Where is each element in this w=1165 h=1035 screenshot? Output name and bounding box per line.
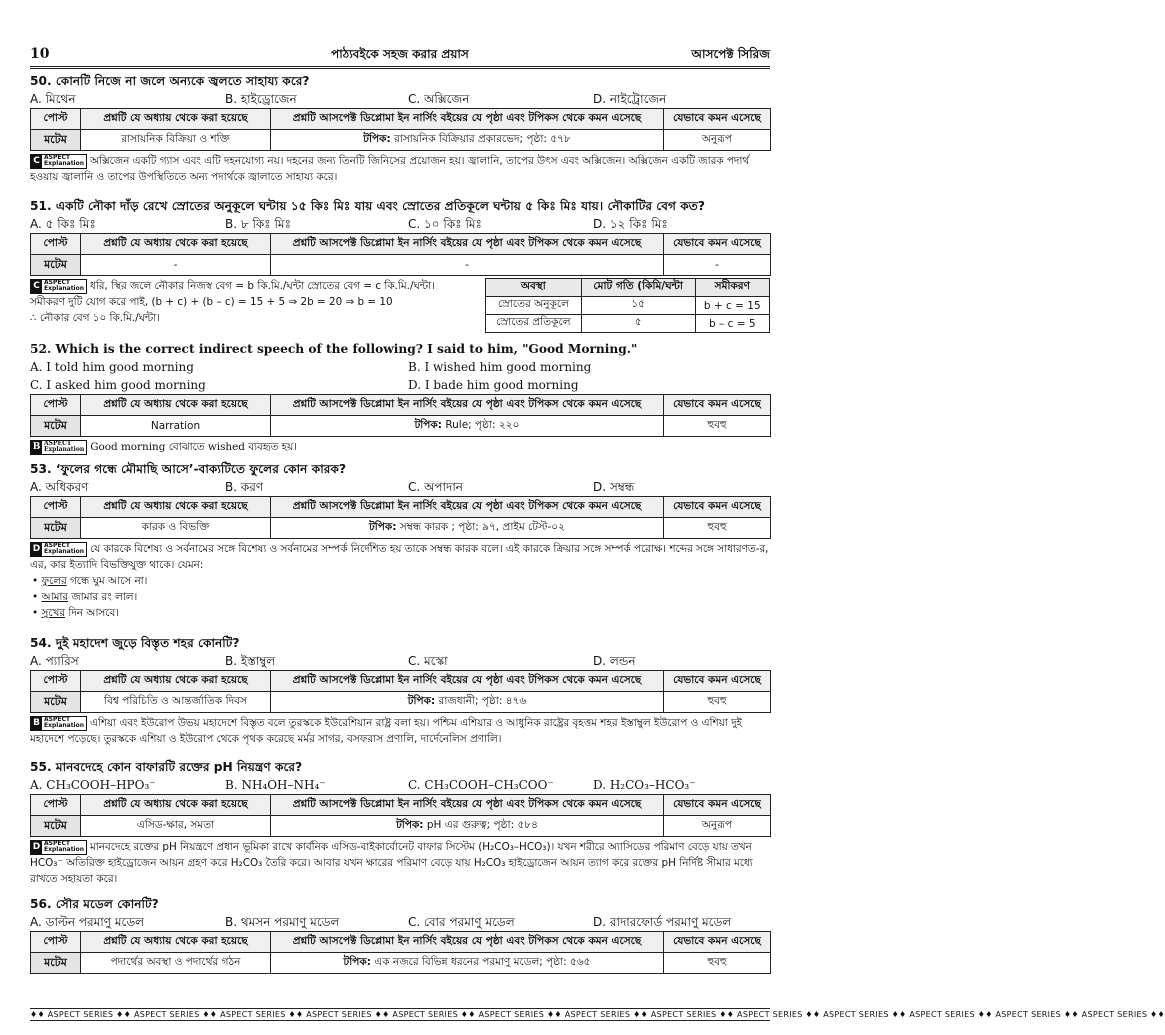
aspect-explanation-badge: C ASPECT Explanation — [30, 154, 87, 169]
option-c: C. বোর পরমাণু মডেল — [408, 915, 515, 929]
row-label: মটেম — [31, 953, 81, 974]
topic-cell: - — [271, 255, 664, 276]
chapter-cell: কারক ও বিভক্তি — [81, 518, 271, 539]
header-how: যেভাবে কমন এসেছে — [664, 497, 771, 518]
topic-cell: টপিক: সম্বন্ধ কারক ; পৃষ্ঠা: ৯৭, প্রাইম টেস্ট-০২ — [271, 518, 664, 539]
option-a: A. প্যারিস — [30, 654, 79, 668]
options — [30, 913, 770, 931]
question-number: 56. — [30, 897, 52, 911]
option-d: D. রাদারফোর্ড পরমাণু মডেল — [593, 915, 732, 929]
row-label: মটেম — [31, 416, 81, 437]
page-number: 10 — [30, 46, 50, 62]
topic-cell: টপিক: pH এর গুরুত্ব; পৃষ্ঠা: ৫৮৪ — [271, 816, 664, 837]
header-how: যেভাবে কমন এসেছে — [664, 109, 771, 130]
explanation: B ASPECT Explanation Good morning বোঝাতে wished ব্যবহৃত হয়। — [30, 439, 770, 455]
chapter-cell: পদার্থের অবস্থা ও পদার্থের গঠন — [81, 953, 271, 974]
explanation: C ASPECT Explanation ধরি, স্থির জলে নৌকার নিজস্ব বেগ = b কি.মি./ঘন্টা স্রোতের বেগ = c কি.মি./ঘন্টা। সমীকরণ দুটি যোগ করে পাই, (b + c) + (b – c) = 15 + 5 ⇒ 2b = 20 ⇒ b = 10 ∴ নৌকার বেগ ১০ কি.মি./ঘন্টা। — [30, 278, 435, 324]
question-number: 55. — [30, 760, 52, 774]
header-chapter: প্রশ্নটি যে অধ্যায় থেকে করা হয়েছে — [81, 234, 271, 255]
source-table — [30, 670, 771, 713]
header-post: পোস্ট — [31, 109, 81, 130]
option-a: A. ডাল্টন পরমাণু মডেল — [30, 915, 145, 929]
option-d: D. H₂CO₃–HCO₃⁻ — [593, 778, 696, 792]
example-item: • আমার জামার রং লাল। — [32, 591, 138, 603]
source-table — [30, 794, 771, 837]
option-a: A. I told him good morning — [30, 360, 194, 374]
options — [30, 358, 770, 376]
aspect-explanation-badge: B ASPECT Explanation — [30, 716, 87, 731]
option-a: A. মিথেন — [30, 92, 76, 106]
option-d: D. সম্বন্ধ — [593, 480, 635, 494]
row-label: মটেম — [31, 816, 81, 837]
how-cell: অনুরূপ — [664, 816, 771, 837]
option-d: D. ১২ কিঃ মিঃ — [593, 217, 668, 231]
document-page — [30, 0, 1165, 1035]
how-cell: অনুরূপ — [664, 130, 771, 151]
question-55 — [30, 758, 770, 887]
option-c: C. অক্সিজেন — [408, 92, 470, 106]
header-chapter: প্রশ্নটি যে অধ্যায় থেকে করা হয়েছে — [81, 109, 271, 130]
option-c: C. I asked him good morning — [30, 378, 206, 392]
question-text: মানবদেহে কোন বাফারটি রক্তের pH নিয়ন্ত্রণ করে? — [55, 760, 303, 774]
explanation: D ASPECT Explanation মানবদেহে রক্তের pH নিয়ন্ত্রণে প্রধান ভূমিকা রাখে কার্বনিক এসিড-বাইকার্বোনেট বাফার সিস্টেম (H₂CO₃–HCO₃)। যখন শরীরে অ্যাসিডের পরিমাণ বেড়ে যায় তখন HCO₃⁻ অতিরিক্ত হাইড্রোজেন আয়ন গ্রহণ করে H₂CO₃ তৈরি করে। আবার যখন ক্ষারের পরিমাণ বেড়ে যায় H₂CO₃ হাইড্রোজেন আয়ন ত্যাগ করে রক্তের pH নির্দিষ্ট সীমার মধ্যে রাখতে সহায়তা করে। — [30, 839, 753, 885]
source-table — [30, 496, 771, 539]
header-how: যেভাবে কমন এসেছে — [664, 234, 771, 255]
header-chapter: প্রশ্নটি যে অধ্যায় থেকে করা হয়েছে — [81, 497, 271, 518]
question-number: 52. — [30, 342, 52, 356]
option-c: C. অপাদান — [408, 480, 463, 494]
header-how: যেভাবে কমন এসেছে — [664, 932, 771, 953]
question-number: 53. — [30, 462, 52, 476]
header-chapter: প্রশ্নটি যে অধ্যায় থেকে করা হয়েছে — [81, 671, 271, 692]
how-cell: হুবহু — [664, 518, 771, 539]
question-52 — [30, 340, 770, 455]
option-a: A. ৫ কিঃ মিঃ — [30, 217, 96, 231]
option-c: C. ১০ কিঃ মিঃ — [408, 217, 482, 231]
question-56 — [30, 895, 770, 974]
aspect-explanation-badge: D ASPECT Explanation — [30, 542, 87, 557]
question-51 — [30, 197, 770, 336]
aspect-explanation-badge: C ASPECT Explanation — [30, 279, 87, 294]
explanation: D ASPECT Explanation যে কারকে বিশেষ্য ও সর্বনামের সঙ্গে বিশেষ্য ও সর্বনামের সম্পর্ক নির্দেশিত হয় তাকে সম্বন্ধ কারক বলে। এই কারকে ক্রিয়ার সঙ্গে সম্পর্ক পরোক্ষ। শব্দের সঙ্গে সাধারণত-র, এর, কার ইত্যাদি বিভক্তিযুক্ত থাকে। যেমন: — [30, 541, 769, 571]
option-c: C. CH₃COOH–CH₃COO⁻ — [408, 778, 554, 792]
header-chapter: প্রশ্নটি যে অধ্যায় থেকে করা হয়েছে — [81, 795, 271, 816]
aspect-explanation-badge: B ASPECT Explanation — [30, 440, 87, 455]
option-b: B. NH₄OH–NH₄⁻ — [225, 778, 326, 792]
chapter-cell: রাসায়নিক বিক্রিয়া ও শক্তি — [81, 130, 271, 151]
question-text: দুই মহাদেশ জুড়ে বিস্তৃত শহর কোনটি? — [55, 636, 240, 650]
header-how: যেভাবে কমন এসেছে — [664, 671, 771, 692]
how-cell: - — [664, 255, 771, 276]
row-label: মটেম — [31, 255, 81, 276]
chapter-cell: এসিড-ক্ষার, সমতা — [81, 816, 271, 837]
question-number: 54. — [30, 636, 52, 650]
options — [30, 478, 770, 496]
option-d: D. লন্ডন — [593, 654, 636, 668]
question-text: সৌর মডেল কোনটি? — [55, 897, 159, 911]
speed-header-equation: সমীকরণ — [695, 279, 769, 297]
options — [30, 652, 770, 670]
header-post: পোস্ট — [31, 671, 81, 692]
header-post: পোস্ট — [31, 795, 81, 816]
example-item: • সুখের দিন আসবে। — [32, 607, 119, 619]
how-cell: হুবহু — [664, 953, 771, 974]
question-text: ‘ফুলের গন্ধে মৌমাছি আসে’-বাক্যটিতে ফুলের কোন কারক? — [55, 462, 347, 476]
question-54 — [30, 634, 770, 747]
options — [30, 90, 770, 108]
topic-cell: টপিক: রাজধানী; পৃষ্ঠা: ৪৭৬ — [271, 692, 664, 713]
header-post: পোস্ট — [31, 234, 81, 255]
source-table — [30, 108, 771, 151]
speed-cell: b + c = 15 — [695, 297, 769, 315]
speed-header-total: মোট গতি (কিমি/ঘন্টা — [581, 279, 695, 297]
source-table — [30, 394, 771, 437]
header-center-title: পাঠ্যবইকে সহজ করার প্রয়াস — [331, 47, 469, 61]
row-label: মটেম — [31, 692, 81, 713]
header-book: প্রশ্নটি আসপেক্ট ডিপ্লোমা ইন নার্সিং বইয়ের যে পৃষ্ঠা এবং টপিকস থেকে কমন এসেছে — [271, 497, 664, 518]
header-book: প্রশ্নটি আসপেক্ট ডিপ্লোমা ইন নার্সিং বইয়ের যে পৃষ্ঠা এবং টপিকস থেকে কমন এসেছে — [271, 671, 664, 692]
option-d: D. নাইট্রোজেন — [593, 92, 667, 106]
how-cell: হুবহু — [664, 416, 771, 437]
row-label: মটেম — [31, 518, 81, 539]
option-a: A. CH₃COOH–HPO₃⁻ — [30, 778, 156, 792]
page-header — [30, 40, 770, 69]
option-b: B. করণ — [225, 480, 264, 494]
option-b: B. থমসন পরমাণু মডেল — [225, 915, 340, 929]
chapter-cell: Narration — [81, 416, 271, 437]
speed-cell: b – c = 5 — [695, 315, 769, 333]
speed-cell: ৫ — [581, 315, 695, 333]
header-post: পোস্ট — [31, 395, 81, 416]
chapter-cell: - — [81, 255, 271, 276]
explanation: C ASPECT Explanation অক্সিজেন একটি গ্যাস এবং এটি দহনযোগ্য নয়। দহনের জন্য তিনটি জিনিসের প্রয়োজন হয়। জ্বালানি, তাপের উৎস এবং অক্সিজেন। অক্সিজেন একটি জারক পদার্থ হওয়ায় জ্বালানি ও তাপের উপস্থিতিতে অন্য পদার্থকে জ্বালাতে সাহায্য করে। — [30, 153, 750, 183]
header-book: প্রশ্নটি আসপেক্ট ডিপ্লোমা ইন নার্সিং বইয়ের যে পৃষ্ঠা এবং টপিকস থেকে কমন এসেছে — [271, 234, 664, 255]
aspect-explanation-badge: D ASPECT Explanation — [30, 840, 87, 855]
option-a: A. অধিকরণ — [30, 480, 89, 494]
question-text: Which is the correct indirect speech of the following? I said to him, "Good Morning." — [55, 342, 638, 356]
speed-cell: স্রোতের অনুকূলে — [486, 297, 582, 315]
how-cell: হুবহু — [664, 692, 771, 713]
question-number: 50. — [30, 74, 52, 88]
source-table — [30, 931, 771, 974]
topic-cell: টপিক: রাসায়নিক বিক্রিয়ার প্রকারভেদ; পৃষ্ঠা: ৫৭৮ — [271, 130, 664, 151]
explanation: B ASPECT Explanation এশিয়া এবং ইউরোপ উভয় মহাদেশে বিস্তৃত বলে তুরস্ককে ইউরেশিয়ান রাষ্ট্র বলা হয়। পশ্চিম এশিয়ার ও আধুনিক রাষ্ট্রের বৃহত্তম শহর ইস্তাম্বুল ইউরোপ ও এশিয়া দুই মহাদেশে পড়েছে। তুরস্ককে এশিয়া ও ইউরোপ থেকে পৃথক করেছে মর্মর সাগর, বসফরাস প্রণালি, দার্দেনেলিস প্রণালি। — [30, 715, 742, 745]
option-d: D. I bade him good morning — [408, 378, 579, 392]
header-chapter: প্রশ্নটি যে অধ্যায় থেকে করা হয়েছে — [81, 932, 271, 953]
header-book: প্রশ্নটি আসপেক্ট ডিপ্লোমা ইন নার্সিং বইয়ের যে পৃষ্ঠা এবং টপিকস থেকে কমন এসেছে — [271, 932, 664, 953]
header-chapter: প্রশ্নটি যে অধ্যায় থেকে করা হয়েছে — [81, 395, 271, 416]
header-book: প্রশ্নটি আসপেক্ট ডিপ্লোমা ইন নার্সিং বইয়ের যে পৃষ্ঠা এবং টপিকস থেকে কমন এসেছে — [271, 795, 664, 816]
example-item: • ফুলের গন্ধে ঘুম আসে না। — [32, 575, 148, 587]
speed-cell: ১৫ — [581, 297, 695, 315]
header-book: প্রশ্নটি আসপেক্ট ডিপ্লোমা ইন নার্সিং বইয়ের যে পৃষ্ঠা এবং টপিকস থেকে কমন এসেছে — [271, 109, 664, 130]
speed-table — [485, 278, 770, 333]
source-table — [30, 233, 771, 276]
header-how: যেভাবে কমন এসেছে — [664, 395, 771, 416]
page-footer: ♦♦ ASPECT SERIES ♦♦ ASPECT SERIES ♦♦ ASPECT SERIES ♦♦ ASPECT SERIES ♦♦ ASPECT SERIES ♦♦ ASPECT SERIES ♦♦ ASPECT SERIES ♦♦ ASPECT SERIES ♦♦ ASPECT SERIES ♦♦ ASPECT SERIES ♦♦ ASPECT SERIES ♦♦ ASPECT SERIES ♦♦ ASPECT SERIES ♦♦ — [30, 1010, 1165, 1019]
option-b: B. ৮ কিঃ মিঃ — [225, 217, 291, 231]
explanation-area — [30, 278, 770, 336]
options — [30, 215, 770, 233]
option-b: B. I wished him good morning — [408, 360, 592, 374]
option-b: B. হাইড্রোজেন — [225, 92, 297, 106]
question-number: 51. — [30, 199, 52, 213]
header-right-title: আসপেক্ট সিরিজ — [691, 47, 770, 61]
question-53 — [30, 460, 770, 621]
question-50 — [30, 72, 770, 185]
header-post: পোস্ট — [31, 932, 81, 953]
topic-cell: টপিক: Rule; পৃষ্ঠা: ২২০ — [271, 416, 664, 437]
option-b: B. ইস্তাম্বুল — [225, 654, 276, 668]
header-post: পোস্ট — [31, 497, 81, 518]
row-label: মটেম — [31, 130, 81, 151]
options — [30, 776, 770, 794]
question-text: কোনটি নিজে না জলে অন্যকে জ্বলতে সাহায্য করে? — [55, 74, 310, 88]
question-text: একটি নৌকা দাঁড় রেখে স্রোতের অনুকূলে ঘন্টায় ১৫ কিঃ মিঃ যায় এবং স্রোতের প্রতিকূলে ঘন্টায় ৫ কিঃ মিঃ যায়। নৌকাটির বেগ কত? — [55, 199, 705, 213]
topic-cell: টপিক: এক নজরে বিভিন্ন ধরনের পরমাণু মডেল; পৃষ্ঠা: ৫৬৫ — [271, 953, 664, 974]
options — [30, 376, 770, 394]
speed-cell: স্রোতের প্রতিকূলে — [486, 315, 582, 333]
header-how: যেভাবে কমন এসেছে — [664, 795, 771, 816]
header-book: প্রশ্নটি আসপেক্ট ডিপ্লোমা ইন নার্সিং বইয়ের যে পৃষ্ঠা এবং টপিকস থেকে কমন এসেছে — [271, 395, 664, 416]
chapter-cell: বিশ্ব পরিচিতি ও আন্তর্জাতিক দিবস — [81, 692, 271, 713]
speed-header-state: অবস্থা — [486, 279, 582, 297]
option-c: C. মস্কো — [408, 654, 448, 668]
